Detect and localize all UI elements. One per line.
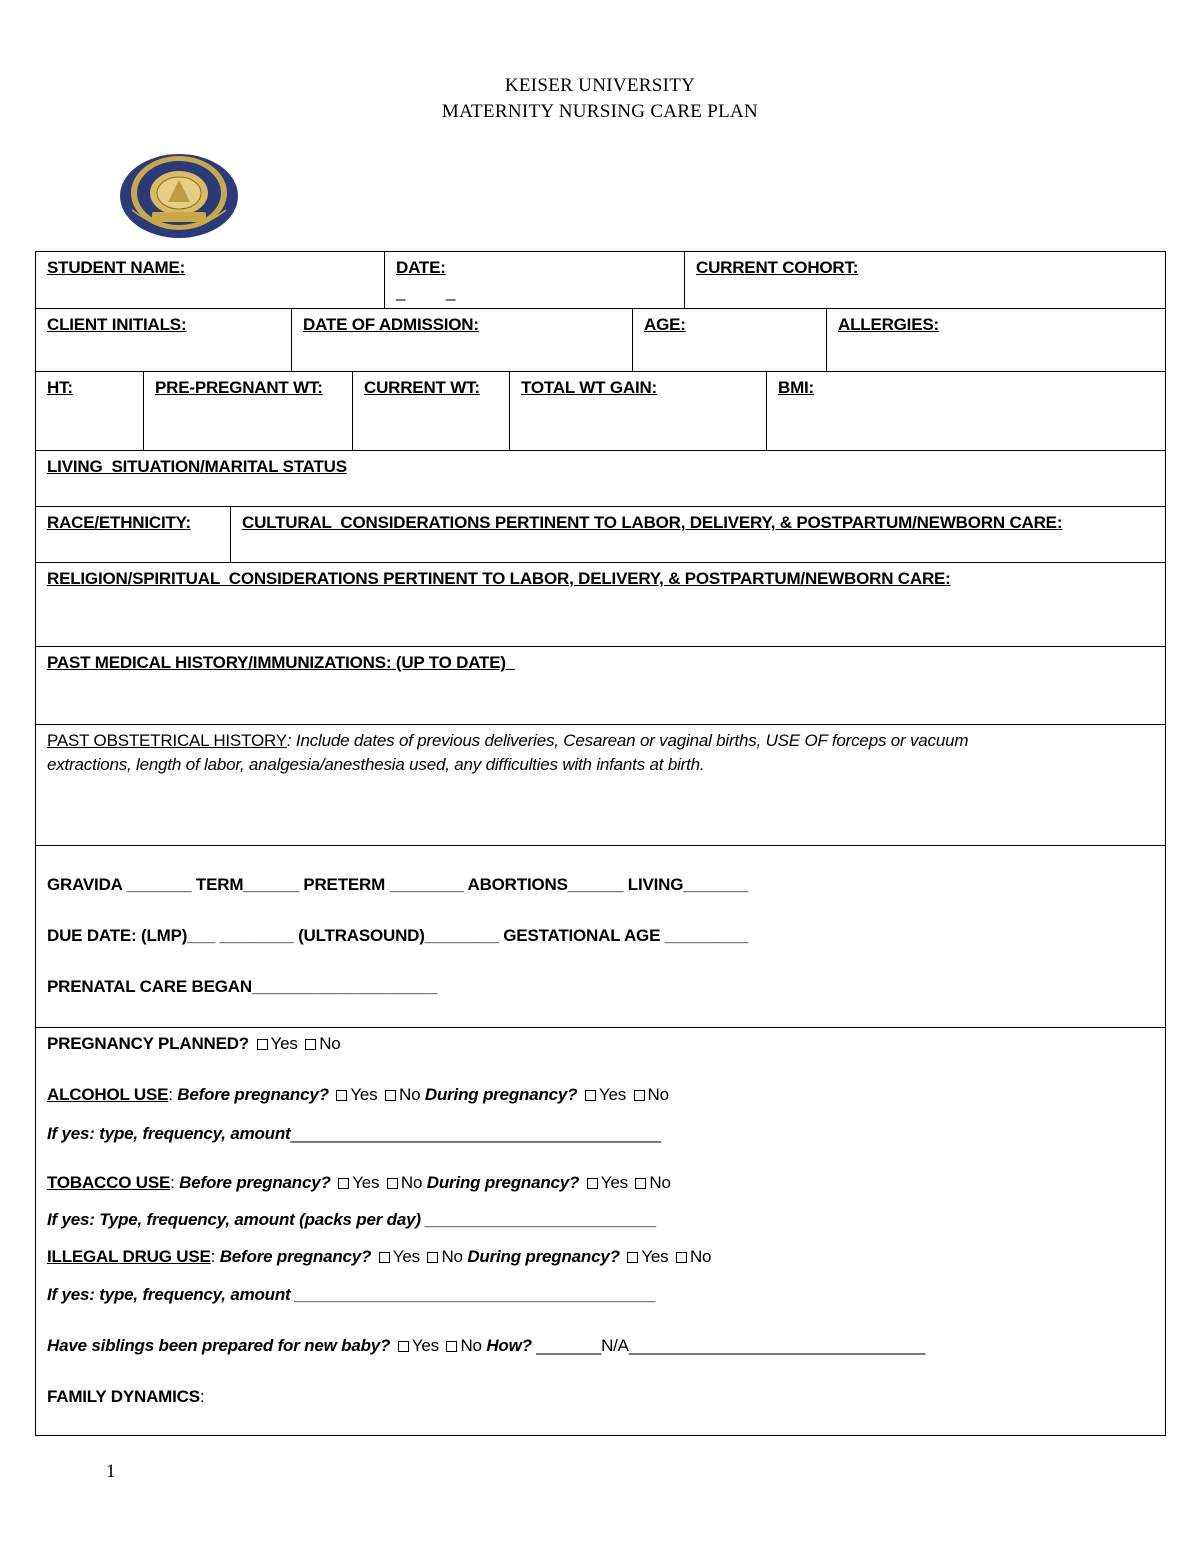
yes-label: Yes — [270, 1034, 298, 1053]
bmi-label: BMI: — [778, 378, 815, 397]
pre-pregnant-weight-cell[interactable] — [143, 372, 352, 450]
siblings-line — [47, 1336, 925, 1356]
family-dynamics-colon: : — [199, 1387, 205, 1406]
row-student-info — [36, 252, 1165, 309]
date-of-admission-cell[interactable] — [291, 309, 632, 371]
alcohol-during-label: During pregnancy? — [424, 1085, 578, 1104]
client-initials-cell[interactable] — [36, 309, 291, 371]
past-medical-history-label: PAST MEDICAL HISTORY/IMMUNIZATIONS: (UP TO DATE) — [47, 653, 515, 672]
drug-during-yes-checkbox[interactable] — [627, 1252, 638, 1263]
past-medical-history-cell[interactable] — [36, 647, 1165, 724]
row-substance-use — [36, 1028, 1165, 1437]
current-cohort-label: CURRENT COHORT: — [696, 258, 859, 277]
tobacco-before-label: Before pregnancy? — [179, 1173, 331, 1192]
gravida-line[interactable]: GRAVIDA _______ TERM______ PRETERM ________ ABORTIONS______ LIVING_______ — [47, 875, 749, 894]
alcohol-use-label: ALCOHOL USE — [47, 1085, 169, 1104]
religion-cell[interactable] — [36, 563, 1165, 646]
care-plan-form — [35, 251, 1166, 1436]
past-obstetrical-history-label: PAST OBSTETRICAL HISTORY — [47, 731, 287, 750]
row-past-obstetrical-history — [36, 725, 1165, 846]
row-religion — [36, 563, 1165, 647]
pregnancy-planned-no-checkbox[interactable] — [305, 1039, 316, 1050]
siblings-label: Have siblings been prepared for new baby? — [47, 1336, 391, 1355]
yes-label: Yes — [392, 1247, 420, 1266]
tobacco-during-yes-checkbox[interactable] — [587, 1178, 598, 1189]
past-obstetrical-history-cell[interactable] — [36, 725, 1165, 845]
row-gravida — [36, 846, 1165, 1028]
row-past-medical-history — [36, 647, 1165, 725]
student-name-label: STUDENT NAME: — [47, 258, 186, 277]
yes-label: Yes — [411, 1336, 439, 1355]
alcohol-if-yes-line[interactable] — [47, 1124, 661, 1144]
due-date-label: DUE DATE — [47, 926, 132, 945]
total-weight-gain-label: TOTAL WT GAIN: — [521, 378, 658, 397]
alcohol-during-no-checkbox[interactable] — [634, 1090, 645, 1101]
tobacco-during-label: During pregnancy? — [426, 1173, 580, 1192]
alcohol-use-line — [47, 1085, 669, 1105]
race-ethnicity-label: RACE/ETHNICITY: — [47, 513, 192, 532]
pre-pregnant-weight-label: PRE-PREGNANT WT: — [155, 378, 323, 397]
alcohol-colon: : — [168, 1085, 178, 1104]
date-of-admission-label: DATE OF ADMISSION: — [303, 315, 479, 334]
university-seal-logo — [118, 150, 240, 240]
obstetrical-description-line2: extractions, length of labor, analgesia/anesthesia used, any difficulties with infants at birth. — [47, 755, 705, 774]
page-number: 1 — [106, 1461, 116, 1482]
drug-during-label: During pregnancy? — [467, 1247, 620, 1266]
how-label: How? — [486, 1336, 532, 1355]
illegal-drug-use-line — [47, 1247, 711, 1267]
alcohol-during-yes-checkbox[interactable] — [585, 1090, 596, 1101]
no-label: No — [647, 1085, 669, 1104]
total-weight-gain-cell[interactable] — [509, 372, 766, 450]
height-label: HT: — [47, 378, 73, 397]
client-initials-label: CLIENT INITIALS: — [47, 315, 187, 334]
date-blank: _ _ — [396, 282, 456, 301]
race-ethnicity-cell[interactable] — [36, 507, 230, 562]
illegal-drug-use-label: ILLEGAL DRUG USE — [47, 1247, 211, 1266]
document-title-care-plan: MATERNITY NURSING CARE PLAN — [441, 101, 759, 122]
height-cell[interactable] — [36, 372, 143, 450]
alcohol-before-label: Before pregnancy? — [177, 1085, 329, 1104]
drug-before-label: Before pregnancy? — [219, 1247, 372, 1266]
tobacco-during-no-checkbox[interactable] — [635, 1178, 646, 1189]
alcohol-if-yes-label: If yes: type, frequency, amount — [47, 1124, 291, 1143]
pregnancy-planned-label: PREGNANCY PLANNED? — [47, 1034, 249, 1053]
tobacco-before-yes-checkbox[interactable] — [338, 1178, 349, 1189]
drug-during-no-checkbox[interactable] — [676, 1252, 687, 1263]
tobacco-if-yes-line[interactable]: If yes: Type, frequency, amount (packs per day) _________________________ — [47, 1210, 657, 1229]
student-name-cell[interactable] — [36, 252, 384, 308]
bmi-cell[interactable] — [766, 372, 1165, 450]
prenatal-care-line[interactable]: PRENATAL CARE BEGAN____________________ — [47, 977, 438, 996]
no-label: No — [460, 1336, 482, 1355]
tobacco-before-no-checkbox[interactable] — [387, 1178, 398, 1189]
date-cell[interactable] — [384, 252, 684, 308]
obstetrical-colon: : — [286, 731, 296, 750]
living-situation-cell[interactable] — [36, 451, 1165, 506]
cultural-considerations-label: CULTURAL CONSIDERATIONS PERTINENT TO LABOR, DELIVERY, & POSTPARTUM/NEWBORN CARE: — [242, 513, 1063, 532]
tobacco-use-line — [47, 1173, 671, 1193]
family-dynamics-label: FAMILY DYNAMICS — [47, 1387, 200, 1406]
allergies-label: ALLERGIES: — [838, 315, 939, 334]
no-label: No — [441, 1247, 463, 1266]
living-situation-label: LIVING SITUATION/MARITAL STATUS — [47, 457, 347, 476]
yes-label: Yes — [350, 1085, 378, 1104]
current-cohort-cell[interactable] — [684, 252, 1165, 308]
document-title-university: KEISER UNIVERSITY — [504, 75, 696, 96]
no-label: No — [399, 1085, 421, 1104]
cultural-considerations-cell[interactable] — [230, 507, 1165, 562]
drug-if-yes-line[interactable]: If yes: type, frequency, amount _______________________________________ — [47, 1285, 656, 1304]
siblings-yes-checkbox[interactable] — [398, 1341, 409, 1352]
no-label: No — [689, 1247, 712, 1266]
alcohol-before-no-checkbox[interactable] — [385, 1090, 396, 1101]
yes-label: Yes — [600, 1173, 628, 1192]
drug-before-no-checkbox[interactable] — [427, 1252, 438, 1263]
drug-before-yes-checkbox[interactable] — [379, 1252, 390, 1263]
tobacco-colon: : — [170, 1173, 180, 1192]
yes-label: Yes — [352, 1173, 380, 1192]
date-label: DATE: — [396, 258, 446, 277]
row-measurements — [36, 372, 1165, 451]
current-weight-label: CURRENT WT: — [364, 378, 480, 397]
alcohol-before-yes-checkbox[interactable] — [336, 1090, 347, 1101]
no-label: No — [649, 1173, 671, 1192]
allergies-cell[interactable] — [826, 309, 1165, 371]
row-client-info — [36, 309, 1165, 372]
religion-label: RELIGION/SPIRITUAL CONSIDERATIONS PERTINENT TO LABOR, DELIVERY, & POSTPARTUM/NEWBORN CARE: — [47, 569, 951, 588]
row-race-culture — [36, 507, 1165, 563]
pregnancy-planned-line — [47, 1034, 341, 1054]
pregnancy-planned-yes-checkbox[interactable] — [257, 1039, 268, 1050]
current-weight-cell[interactable] — [352, 372, 509, 450]
no-label: No — [319, 1034, 341, 1053]
family-dynamics-line[interactable] — [47, 1387, 204, 1407]
age-cell[interactable] — [632, 309, 826, 371]
due-date-line[interactable] — [47, 926, 748, 946]
how-answer[interactable]: _______N/A________________________________ — [531, 1336, 925, 1355]
due-date-fields: : (LMP)___ ________ (ULTRASOUND)________ GESTATIONAL AGE _________ — [131, 926, 749, 945]
yes-label: Yes — [598, 1085, 626, 1104]
obstetrical-description-line1: Include dates of previous deliveries, Cesarean or vaginal births, USE OF forceps or vacuum — [295, 731, 969, 750]
tobacco-use-label: TOBACCO USE — [47, 1173, 171, 1192]
alcohol-if-yes-blank: ________________________________________ — [290, 1124, 661, 1143]
row-living-situation — [36, 451, 1165, 507]
drug-colon: : — [210, 1247, 220, 1266]
siblings-no-checkbox[interactable] — [446, 1341, 457, 1352]
age-label: AGE: — [644, 315, 686, 334]
yes-label: Yes — [641, 1247, 669, 1266]
no-label: No — [400, 1173, 423, 1192]
